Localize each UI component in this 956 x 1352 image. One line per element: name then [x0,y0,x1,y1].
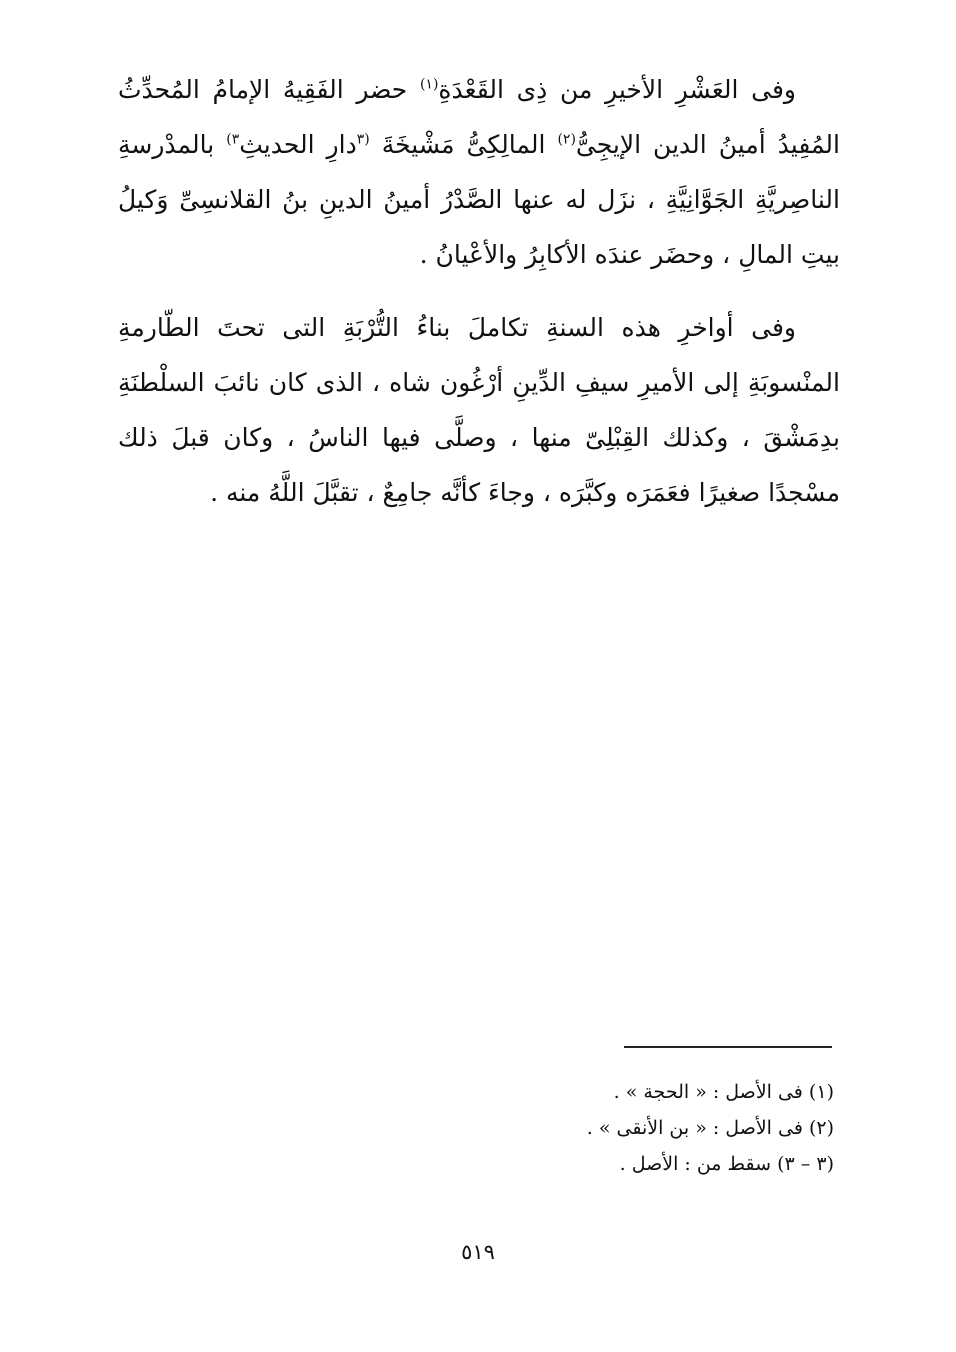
text-segment: حضر الفَقِيهُ الإمامُ المُحدِّثُ المُفِيدُ أمينُ الدين الإيجِىُّ [118,75,840,159]
footnote-marker: (١) [419,76,439,93]
footnote-marker: (٢) [557,131,576,148]
paragraph-2 [118,300,840,520]
footnote-marker: (٣ [356,131,370,148]
page-number: ٥١٩ [461,1240,495,1264]
paragraph-1 [118,62,840,282]
footnote-marker: ٣) [226,131,240,148]
footnote-2: (٢) فى الأصل : « بن الأنقى » . [586,1117,834,1139]
text-segment: دارِ الحديثِ [239,130,357,159]
footnote-1: (١) فى الأصل : « الحجة » . [613,1081,834,1103]
main-text [118,62,840,520]
text-segment: المالِكِىُّ مَشْيخَةَ [369,130,558,159]
text-segment: بالمدْرسةِ الناصِريَّةِ الجَوَّانِيَّةِ ، نزَل له عنها الصَّدْرُ أمينُ الدينِ بنُ القلانسِىِّ وَكيلُ بيتِ المالِ ، وحضَر عندَه الأكابِرُ والأعْيانُ . [118,130,840,269]
footnotes [434,1074,834,1182]
footnote-separator [624,1046,832,1048]
footnote-3: (٣ – ٣) سقط من : الأصل . [619,1153,834,1175]
text-segment: وفى أواخرِ هذه السنةِ تكاملَ بناءُ التُّرْبَةِ التى تحتَ الطّارمةِ المنْسوبَةِ إلى الأميرِ سيفِ الدِّينِ أرْغُون شاه ، الذى كان نائبَ السلْطنَةِ بدِمَشْقَ ، وكذلك القِبْلِىّ منها ، وصلَّى فيها الناسُ ، وكان قبلَ ذلك مسْجدًا صغيرًا فعَمَرَه وكبَّرَه ، وجاءَ كأنَّه جامِعٌ ، تقبَّلَ اللَّهُ منه . [118,313,840,507]
text-segment: وفى العَشْرِ الأخيرِ من ذِى القَعْدَةِ [438,75,796,104]
